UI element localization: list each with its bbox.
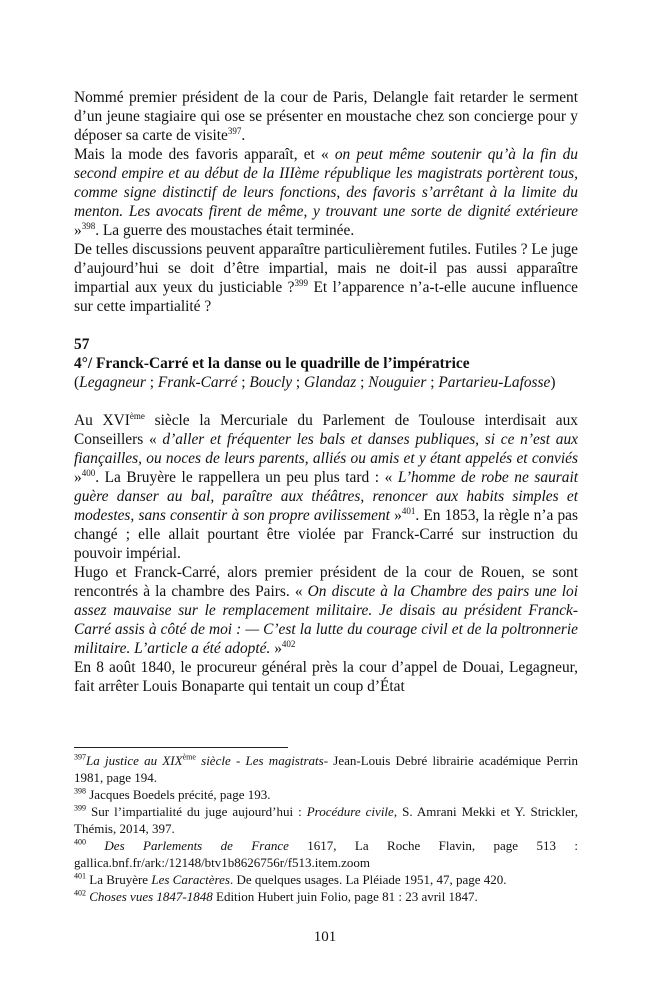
page-number: 101 (313, 929, 337, 945)
footnote-401: $^{401}$ La Bruyère Les Caractères. De quelques usages. La Pléiade 1951, 47, page 420. (74, 871, 507, 887)
footnote-ref-401[interactable]: 401 (401, 505, 416, 516)
footnote-400: $^{400}$ Des Parlements de France 1617, La Roche Flavin, page 513 : gallica.bnf.fr/ark:/12148/btv1b8626756r/f513.item.zoom (74, 837, 578, 870)
footnote-ref-402[interactable]: 402 (281, 638, 296, 649)
footnote-ref-398[interactable]: 398 (81, 220, 96, 231)
paragraph-mercuriale: Au XVIème siècle la Mercuriale du Parlement de Toulouse interdisait aux Conseillers « d’aller et fréquenter les bals et danses publiques, si ce n’est aux fiançailles, ou noces de leurs parents, alliés ou amis et y étant appelés et conviés »$^{400}$. La Bruyère le rappellera un peu plus tard : « L’homme de robe ne saurait guère danser au bal, paraître aux théâtres, renoncer aux habits simples et modestes, sans consentir à son propre avilissement »$^{401}$. En 1853, la règle n’a pas changé ; elle allait pourtant être violée par Franck-Carré sur instruction du pouvoir impérial. (74, 410, 579, 562)
main-text (74, 88, 578, 696)
names-list: (Legagneur ; Frank-Carré ; Boucly ; Glandaz ; Nouguier ; Partarieu-Lafosse) (74, 374, 556, 391)
paragraph-favoris: Mais la mode des favoris apparaît, et « on peut même soutenir qu’à la fin du second empire et au début de la IIIème république les magistrats portèrent tous, comme signe distinctif de leurs fonctions, des favoris s’arrêtant à la limite du menton. Les avocats firent de même, y trouvant une sorte de dignité extérieure »$^{398}$. La guerre des moustaches était terminée. (74, 146, 578, 239)
paragraph-legagneur: En 8 août 1840, le procureur général près la cour d’appel de Douai, Legagneur, fait arrêter Louis Bonaparte qui tentait un coup d’État (74, 659, 578, 695)
paragraph-delangle: Nommé premier président de la cour de Paris, Delangle fait retarder le serment d’un jeune stagiaire qui ose se présenter en moustache chez son concierge pour y déposer sa carte de visite$^{397}$. (74, 89, 578, 144)
footnote-ref-399[interactable]: 399 (294, 277, 308, 288)
footnote-ref-397[interactable]: 397 (227, 125, 242, 136)
footnote-398: $^{398}$ Jacques Boedels précité, page 193. (74, 786, 271, 802)
footnote-399: $^{399}$ Sur l’impartialité du juge aujourd’hui : Procédure civile, S. Amrani Mekki et Y. Strickler, Thémis, 2014, 397. (74, 803, 578, 836)
section-title: 4°/ Franck-Carré et la danse ou le quadrille de l’impératrice (74, 355, 470, 372)
footnotes (74, 752, 578, 905)
footnote-divider (74, 747, 288, 748)
footnote-ref-400[interactable]: 400 (81, 467, 96, 478)
paragraph-hugo: Hugo et Franck-Carré, alors premier président de la cour de Rouen, se sont rencontrés à la chambre des Pairs. « On discute à la Chambre des pairs une loi assez mauvaise sur le remplacement militaire. Je disais au président Franck-Carré assis à côté de moi : — C’est la lutte du courage civil et de la poltronnerie militaire. L’article a été adopté. »$^{402}$ (74, 564, 578, 657)
footnote-402: $^{402}$ Choses vues 1847-1848 Edition Hubert juin Folio, page 81 : 23 avril 1847. (74, 888, 478, 904)
section-number: 57 (74, 336, 90, 353)
footnote-397: $^{397}$La justice au XIXème siècle - Les magistrats- Jean-Louis Debré librairie académique Perrin 1981, page 194. (74, 752, 578, 785)
paragraph-impartialite: De telles discussions peuvent apparaître particulièrement futiles. Futiles ? Le juge d’aujourd’hui se doit d’être impartial, mais ne doit-il pas aussi apparaître impartial aux yeux du justiciable ?$^{399}$ Et l’apparence n’a-t-elle aucune influence sur cette impartialité ? (74, 241, 578, 315)
